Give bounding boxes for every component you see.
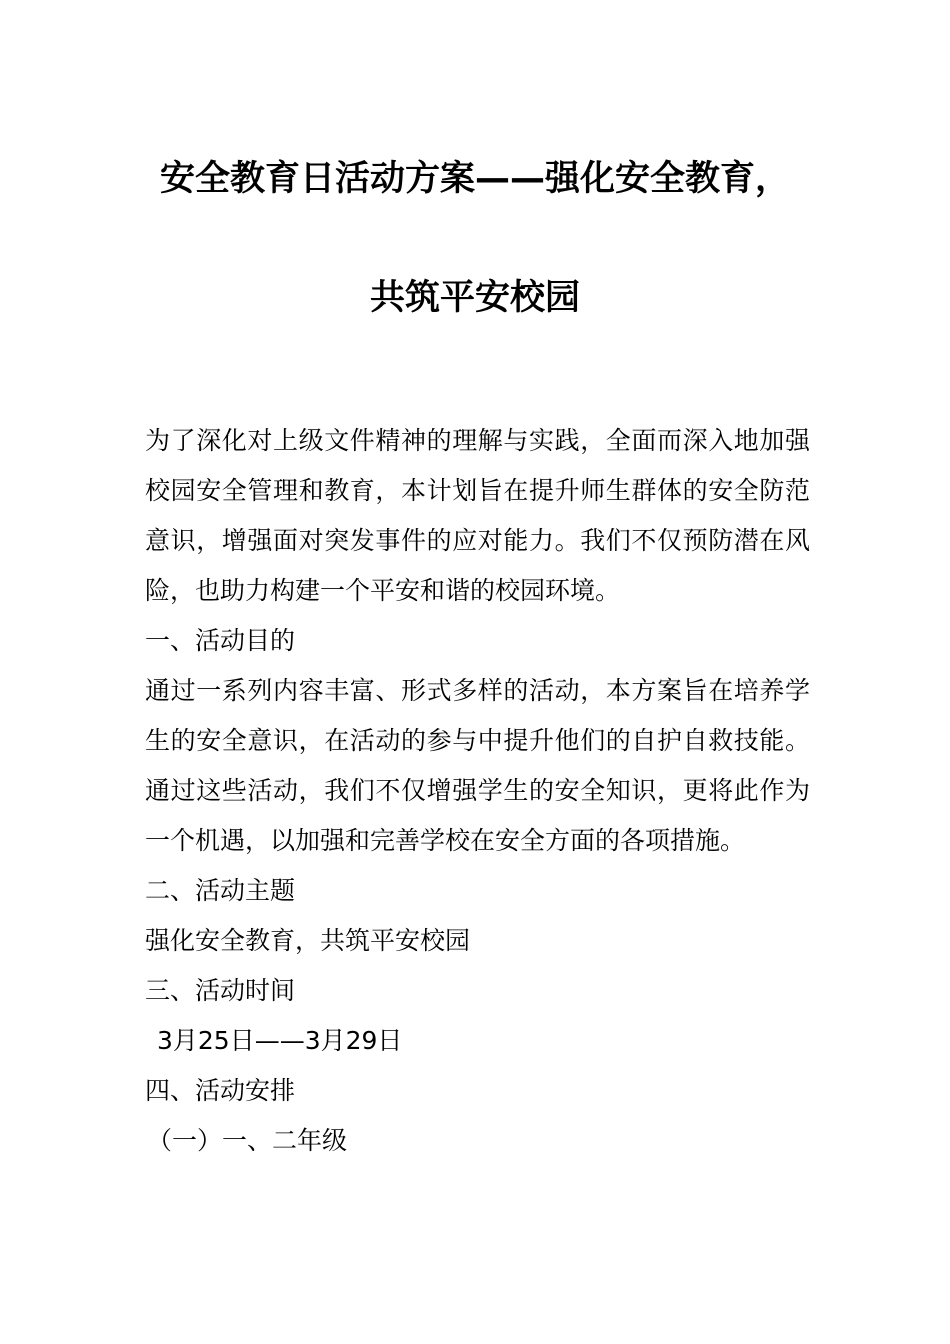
section-heading-theme: 二、活动主题 (145, 876, 296, 905)
arrangement-subheading-grades-1-2: （一）一、二年级 (147, 1126, 348, 1155)
intro-paragraph: 为了深化对上级文件精神的理解与实践，全面而深入地加强校园安全管理和教育，本计划旨在提升师生群体的安全防范意识，增强面对突发事件的应对能力。我们不仅预防潜在风险，也助力构建一个平安和谐的校园环境。 (145, 426, 810, 605)
section-heading-purpose: 一、活动目的 (145, 626, 296, 655)
time-text: 3月25日——3月29日 (157, 1026, 403, 1055)
document-title-line-1: 安全教育日活动方案——强化安全教育， (159, 159, 790, 199)
document-title-line-2: 共筑平安校园 (369, 278, 580, 318)
theme-text: 强化安全教育，共筑平安校园 (145, 926, 471, 955)
section-heading-time: 三、活动时间 (145, 976, 296, 1005)
purpose-paragraph: 通过一系列内容丰富、形式多样的活动，本方案旨在培养学生的安全意识，在活动的参与中提升他们的自护自救技能。通过这些活动，我们不仅增强学生的安全知识，更将此作为一个机遇，以加强和完善学校在安全方面的各项措施。 (145, 676, 810, 855)
document-body (145, 416, 810, 1166)
section-heading-arrangement: 四、活动安排 (145, 1076, 296, 1105)
